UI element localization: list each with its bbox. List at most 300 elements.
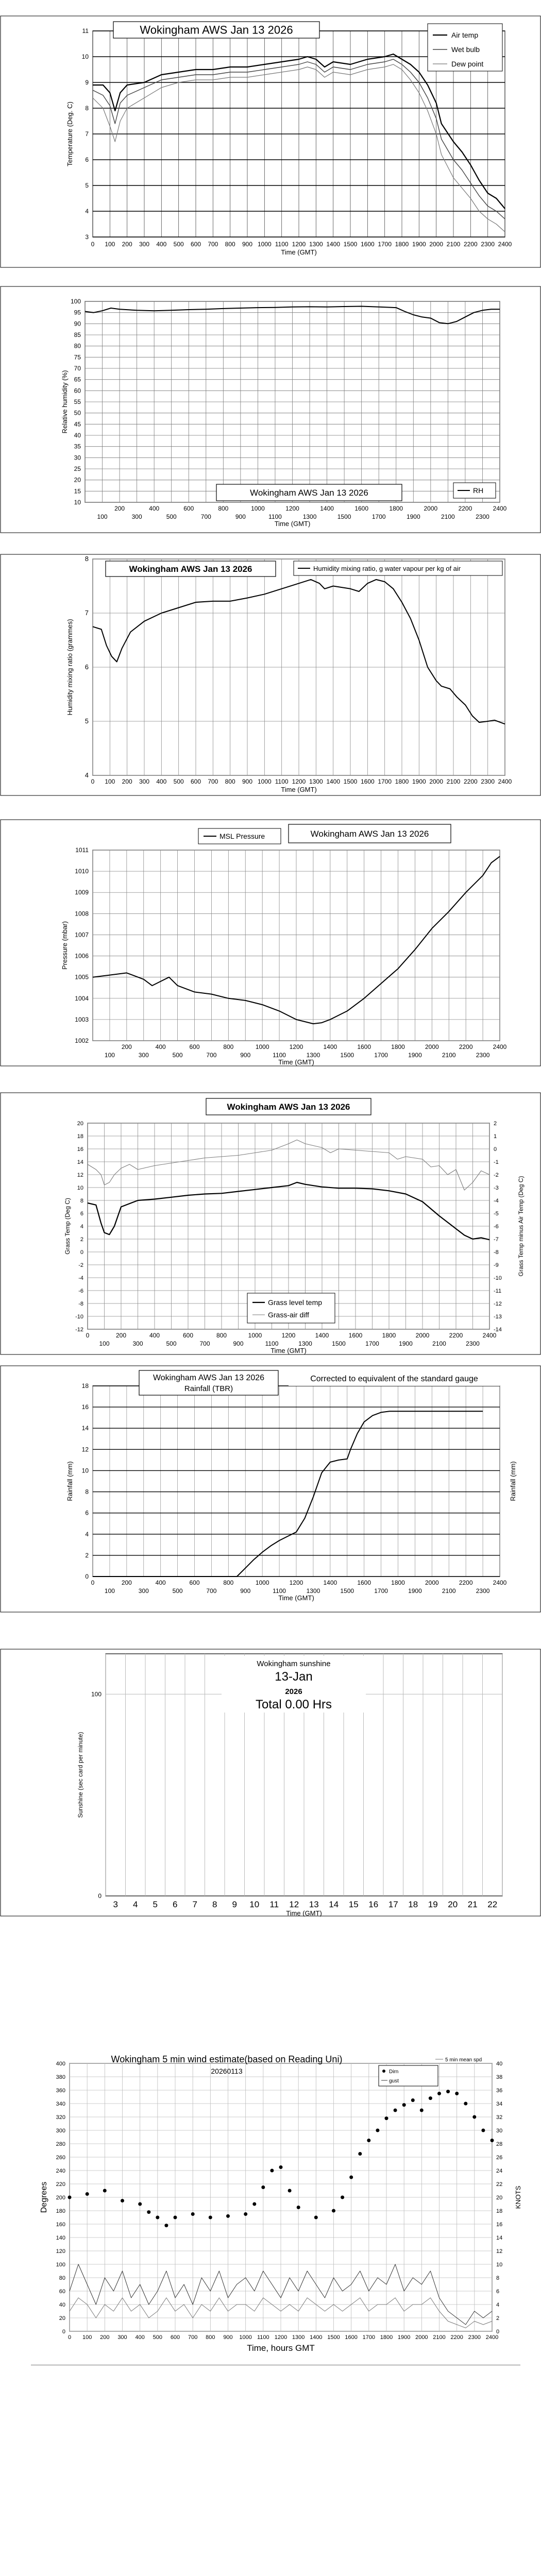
y-tick-label: 6 <box>84 663 89 671</box>
y-tick-label: 30 <box>74 454 81 462</box>
x-tick-label: 2300 <box>466 1340 480 1347</box>
chart-date: 13-Jan <box>275 1670 313 1684</box>
direction-point <box>455 2092 459 2095</box>
x-tick-label: 100 <box>104 1587 115 1595</box>
y-tick-label: -14 <box>494 1327 502 1333</box>
y-tick-label: 220 <box>56 2181 65 2188</box>
y-tick-label: -4 <box>494 1198 499 1204</box>
y-tick-label: 4 <box>80 1224 83 1230</box>
x-tick-label: 1500 <box>340 1587 354 1595</box>
x-tick-label: 1900 <box>408 1587 422 1595</box>
x-tick-label: 1600 <box>360 778 375 785</box>
x-tick-label: 9 <box>232 1900 237 1909</box>
y-tick-label: 34 <box>496 2101 503 2107</box>
legend-label: RH <box>473 486 484 495</box>
x-tick-label: 18 <box>408 1900 418 1909</box>
y-tick-label: 15 <box>74 487 81 495</box>
y-tick-label: 10 <box>81 1467 89 1475</box>
direction-point <box>411 2098 415 2102</box>
y-tick-label: 1006 <box>75 952 89 960</box>
y-tick-label: 0 <box>496 2329 500 2335</box>
y-tick-label: 120 <box>56 2248 65 2255</box>
y-tick-label: 22 <box>496 2181 503 2188</box>
y-tick-label: 16 <box>77 1146 83 1153</box>
x-tick-label: 3 <box>113 1900 118 1909</box>
x-tick-label: 2400 <box>485 2334 499 2341</box>
rainfall-chart <box>0 1365 541 1613</box>
y-tick-label: 18 <box>77 1133 83 1140</box>
y-tick-label: 1008 <box>75 910 89 918</box>
y-tick-label: 80 <box>74 342 81 350</box>
y-tick-label: 55 <box>74 398 81 405</box>
x-tick-label: 0 <box>67 2334 72 2341</box>
y-tick-label: 180 <box>56 2208 65 2214</box>
chart-year: 2026 <box>285 1687 302 1696</box>
x-tick-label: 1100 <box>275 778 289 785</box>
x-tick-label: 900 <box>240 1587 251 1595</box>
direction-point <box>314 2216 318 2219</box>
x-tick-label: 2300 <box>476 1052 490 1059</box>
y-tick-label: -8 <box>78 1301 83 1307</box>
y-tick-label: 2 <box>496 2315 500 2321</box>
x-tick-label: 2000 <box>415 2334 428 2341</box>
x-tick-label: 200 <box>100 2334 110 2341</box>
y-tick-label: 10 <box>77 1185 83 1191</box>
y-tick-label: 12 <box>81 1446 89 1453</box>
direction-point <box>332 2209 335 2213</box>
y-tick-label: -6 <box>494 1224 499 1230</box>
x-tick-label: 1100 <box>265 1340 279 1347</box>
y-tick-label: 380 <box>56 2074 65 2080</box>
x-tick-label: 1300 <box>292 2334 305 2341</box>
x-tick-label: 1600 <box>360 241 375 248</box>
x-tick-label: 1300 <box>306 1052 320 1059</box>
x-tick-label: 1000 <box>251 505 265 512</box>
x-tick-label: 2400 <box>493 1579 507 1586</box>
y-tick-label: -10 <box>75 1314 83 1320</box>
y-tick-label: 60 <box>74 387 81 395</box>
x-tick-label: 15 <box>348 1900 359 1909</box>
x-tick-label: 2200 <box>459 1043 473 1050</box>
y-tick-label: 280 <box>56 2141 65 2147</box>
x-tick-label: 1400 <box>323 1043 337 1050</box>
y-tick-label: -12 <box>494 1301 502 1307</box>
legend-swatch <box>382 2070 385 2073</box>
y-tick-label: 28 <box>496 2141 503 2147</box>
legend-label: 5 min mean spd <box>445 2057 482 2063</box>
x-tick-label: 800 <box>218 505 229 512</box>
x-tick-label: 1800 <box>395 241 409 248</box>
y-axis-label: Humidity mixing ratio (grammes) <box>66 619 74 716</box>
y-tick-label: 80 <box>59 2275 65 2281</box>
y-tick-label: 30 <box>496 2128 503 2134</box>
x-tick-label: 500 <box>166 513 177 520</box>
direction-point <box>164 2224 168 2227</box>
x-tick-label: 2200 <box>450 2334 463 2341</box>
x-tick-label: 1100 <box>273 1052 286 1059</box>
x-tick-label: 500 <box>166 1340 177 1347</box>
y-tick-label: 8 <box>80 1198 83 1204</box>
x-tick-label: 2400 <box>493 505 507 512</box>
x-tick-label: 1800 <box>380 2334 393 2341</box>
x-tick-label: 1000 <box>248 1332 262 1339</box>
pressure-chart <box>0 819 541 1066</box>
x-tick-label: 8 <box>212 1900 217 1909</box>
x-tick-label: 300 <box>139 778 150 785</box>
direction-point <box>358 2152 362 2156</box>
x-tick-label: 500 <box>153 2334 163 2341</box>
x-tick-label: 100 <box>104 1052 115 1059</box>
x-axis-label: Time (GMT) <box>278 1594 314 1602</box>
x-axis-label: Time (GMT) <box>274 520 311 528</box>
y-tick-label: -13 <box>494 1314 502 1320</box>
y-tick-label: -1 <box>494 1159 499 1165</box>
x-tick-label: 21 <box>467 1900 478 1909</box>
x-tick-label: 1300 <box>298 1340 312 1347</box>
chart-title: Wokingham 5 min wind estimate(based on Reading Uni) <box>111 2054 343 2064</box>
x-tick-label: 2300 <box>481 778 495 785</box>
direction-point <box>191 2212 195 2216</box>
x-tick-label: 200 <box>114 505 125 512</box>
y-tick-label: 32 <box>496 2114 503 2121</box>
y-tick-label: 160 <box>56 2222 65 2228</box>
x-tick-label: 500 <box>173 241 184 248</box>
x-tick-label: 2400 <box>498 241 512 248</box>
x-tick-label: 1400 <box>326 241 341 248</box>
x-tick-label: 800 <box>206 2334 215 2341</box>
x-tick-label: 1000 <box>257 241 272 248</box>
direction-point <box>209 2216 212 2219</box>
x-tick-label: 1800 <box>395 778 409 785</box>
y-tick-label: 20 <box>496 2195 503 2201</box>
y-axis-label: Sunshine (sec card per minute) <box>77 1732 84 1818</box>
x-tick-label: 1500 <box>340 1052 354 1059</box>
x-tick-label: 700 <box>206 1587 217 1595</box>
x-tick-label: 1200 <box>289 1043 303 1050</box>
direction-point <box>349 2176 353 2179</box>
x-tick-label: 2300 <box>481 241 495 248</box>
y-tick-label: 400 <box>56 2061 65 2067</box>
x-tick-label: 700 <box>200 513 211 520</box>
x-tick-label: 2300 <box>468 2334 481 2341</box>
x-tick-label: 2400 <box>498 778 512 785</box>
x-tick-label: 1800 <box>389 505 403 512</box>
x-tick-label: 2100 <box>442 1052 456 1059</box>
y-tick-label: 360 <box>56 2088 65 2094</box>
y-tick-label: -12 <box>75 1327 83 1333</box>
x-tick-label: 22 <box>487 1900 498 1909</box>
x-tick-label: 2200 <box>463 778 478 785</box>
x-tick-label: 1900 <box>406 513 420 520</box>
y-tick-label: 14 <box>496 2235 503 2241</box>
temperature-chart <box>0 15 541 268</box>
direction-point <box>341 2196 344 2199</box>
x-tick-label: 1100 <box>275 241 289 248</box>
direction-point <box>86 2192 89 2196</box>
x-tick-label: 6 <box>173 1900 178 1909</box>
x-tick-label: 1600 <box>348 1332 363 1339</box>
y-axis-label: Relative humidity (%) <box>61 370 69 434</box>
x-tick-label: 700 <box>208 778 218 785</box>
sunshine-chart <box>0 1649 541 1917</box>
y-tick-label: 65 <box>74 376 81 383</box>
x-tick-label: 200 <box>121 1043 132 1050</box>
x-tick-label: 4 <box>133 1900 138 1909</box>
y-tick-label: 1003 <box>75 1015 89 1023</box>
x-tick-label: 5 <box>153 1900 158 1909</box>
x-tick-label: 1500 <box>343 778 358 785</box>
direction-point <box>297 2206 300 2209</box>
direction-point <box>68 2196 72 2199</box>
y-tick-label: 20 <box>59 2315 65 2321</box>
chart-title: Wokingham sunshine <box>257 1659 331 1668</box>
y-tick-label: 5 <box>84 717 89 725</box>
y-tick-label: 4 <box>85 208 89 215</box>
y-tick-label: 9 <box>85 79 89 86</box>
x-tick-label: 10 <box>249 1900 260 1909</box>
legend-label: Grass-air diff <box>268 1311 309 1319</box>
x-tick-label: 1500 <box>332 1340 346 1347</box>
y-tick-label: 8 <box>85 1488 89 1496</box>
x-tick-label: 1800 <box>391 1043 405 1050</box>
y-axis-label-right: KNOTS <box>514 2185 522 2209</box>
y-tick-label: 11 <box>82 27 89 35</box>
y-tick-label: -2 <box>78 1262 83 1268</box>
y-tick-label: 140 <box>56 2235 65 2241</box>
y-tick-label: 20 <box>74 476 81 484</box>
y-tick-label: -3 <box>494 1185 499 1191</box>
direction-point <box>261 2185 265 2189</box>
direction-point <box>244 2212 247 2216</box>
x-tick-label: 1700 <box>374 1587 388 1595</box>
x-tick-label: 900 <box>242 778 253 785</box>
y-tick-label: 45 <box>74 420 81 428</box>
x-tick-label: 400 <box>149 505 160 512</box>
x-tick-label: 2200 <box>463 241 478 248</box>
y-tick-label: 24 <box>496 2168 503 2174</box>
x-tick-label: 1800 <box>391 1579 405 1586</box>
x-tick-label: 1500 <box>337 513 351 520</box>
x-tick-label: 1000 <box>255 1043 269 1050</box>
x-tick-label: 700 <box>199 1340 210 1347</box>
x-tick-label: 1200 <box>292 241 306 248</box>
x-tick-label: 1400 <box>326 778 341 785</box>
direction-point <box>147 2210 150 2214</box>
y-tick-label: 10 <box>74 499 81 506</box>
legend-label: MSL Pressure <box>219 832 265 840</box>
y-tick-label: 6 <box>496 2289 500 2295</box>
direction-point <box>226 2214 230 2218</box>
x-tick-label: 800 <box>223 1579 234 1586</box>
legend-label: Grass level temp <box>268 1298 323 1307</box>
x-axis-label: Time (GMT) <box>281 248 317 256</box>
x-tick-label: 200 <box>122 778 132 785</box>
direction-point <box>270 2169 274 2173</box>
x-tick-label: 900 <box>235 513 246 520</box>
x-tick-label: 1000 <box>255 1579 269 1586</box>
x-tick-label: 1500 <box>343 241 358 248</box>
y-tick-label: 4 <box>85 1530 89 1538</box>
x-tick-label: 2300 <box>476 513 489 520</box>
x-tick-label: 700 <box>208 241 218 248</box>
x-axis-label: Time (GMT) <box>278 1058 314 1066</box>
x-tick-label: 2000 <box>425 1579 439 1586</box>
x-tick-label: 19 <box>428 1900 438 1909</box>
y-tick-label: 260 <box>56 2155 65 2161</box>
y-tick-label: 100 <box>56 2262 65 2268</box>
direction-point <box>385 2116 388 2120</box>
y-tick-label: 40 <box>496 2061 503 2067</box>
x-tick-label: 900 <box>233 1340 244 1347</box>
x-tick-label: 0 <box>91 1579 95 1586</box>
x-tick-label: 400 <box>156 241 167 248</box>
y-tick-label: 0 <box>494 1146 497 1153</box>
x-tick-label: 2100 <box>432 1340 446 1347</box>
x-tick-label: 0 <box>86 1332 90 1339</box>
direction-point <box>121 2199 124 2202</box>
x-tick-label: 1400 <box>320 505 334 512</box>
x-tick-label: 1200 <box>281 1332 296 1339</box>
x-tick-label: 1700 <box>365 1340 379 1347</box>
chart-subtitle: Rainfall (TBR) <box>184 1384 233 1393</box>
y-tick-label: 0 <box>98 1892 102 1900</box>
x-tick-label: 0 <box>91 778 95 785</box>
y-axis-label: Rainfall (mm) <box>66 1461 74 1501</box>
y-tick-label: 6 <box>80 1211 83 1217</box>
y-tick-label: 38 <box>496 2074 503 2080</box>
y-axis-label-right: Rainfall (mm) <box>509 1461 517 1501</box>
mixing-ratio-chart <box>0 554 541 796</box>
x-tick-label: 1800 <box>382 1332 396 1339</box>
y-tick-label: 8 <box>496 2275 500 2281</box>
x-tick-label: 2000 <box>429 778 444 785</box>
y-tick-label: 10 <box>81 53 89 60</box>
y-tick-label: -6 <box>78 1288 83 1294</box>
chart-title: Wokingham AWS Jan 13 2026 <box>129 564 252 574</box>
y-tick-label: 300 <box>56 2128 65 2134</box>
x-tick-label: 1900 <box>397 2334 411 2341</box>
direction-point <box>376 2129 379 2132</box>
y-tick-label: -8 <box>494 1249 499 1256</box>
x-tick-label: 1300 <box>302 513 317 520</box>
x-tick-label: 400 <box>155 1579 166 1586</box>
x-tick-label: 17 <box>388 1900 398 1909</box>
y-tick-label: 8 <box>84 555 89 563</box>
y-tick-label: 4 <box>496 2302 500 2308</box>
x-tick-label: 1700 <box>378 778 392 785</box>
x-tick-label: 600 <box>190 241 201 248</box>
x-tick-label: 100 <box>105 241 115 248</box>
chart-subtitle: 20260113 <box>211 2067 243 2075</box>
y-tick-label: 1011 <box>75 846 89 854</box>
x-tick-label: 800 <box>225 241 235 248</box>
x-axis-label: Time (GMT) <box>286 1909 322 1917</box>
x-tick-label: 2000 <box>424 505 438 512</box>
x-tick-label: 600 <box>183 505 194 512</box>
x-tick-label: 300 <box>139 241 150 248</box>
x-tick-label: 400 <box>135 2334 145 2341</box>
y-tick-label: 7 <box>85 130 89 138</box>
x-axis-label: Time, hours GMT <box>247 2343 315 2353</box>
x-tick-label: 1600 <box>345 2334 358 2341</box>
y-tick-label: 12 <box>496 2248 503 2255</box>
x-tick-label: 0 <box>91 241 95 248</box>
y-tick-label: 18 <box>496 2208 503 2214</box>
x-tick-label: 2000 <box>429 241 444 248</box>
x-tick-label: 400 <box>155 1043 166 1050</box>
x-tick-label: 2400 <box>482 1332 497 1339</box>
x-tick-label: 300 <box>138 1052 149 1059</box>
y-tick-label: -7 <box>494 1236 499 1243</box>
x-tick-label: 1400 <box>310 2334 323 2341</box>
y-axis-label: Degrees <box>40 2181 48 2213</box>
x-tick-label: 1500 <box>327 2334 340 2341</box>
legend-label: Wet bulb <box>451 45 480 54</box>
x-tick-label: 600 <box>189 1579 200 1586</box>
x-tick-label: 2100 <box>446 778 461 785</box>
x-tick-label: 2400 <box>493 1043 507 1050</box>
direction-point <box>288 2189 292 2193</box>
x-tick-label: 500 <box>172 1052 183 1059</box>
y-tick-label: 5 <box>85 182 89 189</box>
x-tick-label: 2100 <box>441 513 455 520</box>
legend-label: Humidity mixing ratio, g water vapour per kg of air <box>313 565 461 572</box>
y-tick-label: 10 <box>496 2262 503 2268</box>
y-tick-label: 320 <box>56 2114 65 2121</box>
direction-point <box>464 2102 467 2106</box>
y-axis-label-right: Grass Temp minus Air Temp (Deg C) <box>517 1176 525 1277</box>
x-tick-label: 2200 <box>458 505 472 512</box>
x-tick-label: 200 <box>115 1332 127 1339</box>
x-tick-label: 1700 <box>378 241 392 248</box>
direction-point <box>481 2129 485 2132</box>
y-tick-label: 100 <box>91 1690 102 1698</box>
y-tick-label: 2 <box>80 1236 83 1243</box>
x-tick-label: 11 <box>269 1900 279 1909</box>
y-tick-label: 25 <box>74 465 81 472</box>
x-tick-label: 1700 <box>371 513 386 520</box>
x-tick-label: 600 <box>190 778 201 785</box>
x-tick-label: 2000 <box>415 1332 430 1339</box>
y-axis-label: Pressure (mbar) <box>61 921 69 970</box>
y-tick-label: 35 <box>74 443 81 450</box>
y-tick-label: 70 <box>74 365 81 372</box>
x-tick-label: 1700 <box>374 1052 388 1059</box>
chart-total: Total 0.00 Hrs <box>255 1698 332 1711</box>
y-tick-label: 1002 <box>75 1037 89 1044</box>
y-tick-label: 20 <box>77 1121 83 1127</box>
x-tick-label: 2100 <box>446 241 461 248</box>
x-tick-label: 400 <box>149 1332 160 1339</box>
y-tick-label: 2 <box>494 1121 497 1127</box>
y-tick-label: 3 <box>85 233 89 241</box>
direction-point <box>174 2216 177 2219</box>
y-tick-label: 40 <box>74 432 81 439</box>
x-tick-label: 300 <box>117 2334 127 2341</box>
x-tick-label: 300 <box>138 1587 149 1595</box>
direction-point <box>472 2115 476 2119</box>
x-tick-label: 1100 <box>268 513 282 520</box>
direction-point <box>156 2216 159 2219</box>
chart-title: Wokingham AWS Jan 13 2026 <box>310 828 429 839</box>
y-tick-label: 60 <box>59 2289 65 2295</box>
x-tick-label: 16 <box>368 1900 379 1909</box>
chart-title: Wokingham AWS Jan 13 2026 <box>140 23 293 37</box>
y-tick-label: 4 <box>84 771 89 779</box>
x-tick-label: 2300 <box>476 1587 490 1595</box>
x-tick-label: 200 <box>122 241 132 248</box>
x-tick-label: 200 <box>121 1579 132 1586</box>
